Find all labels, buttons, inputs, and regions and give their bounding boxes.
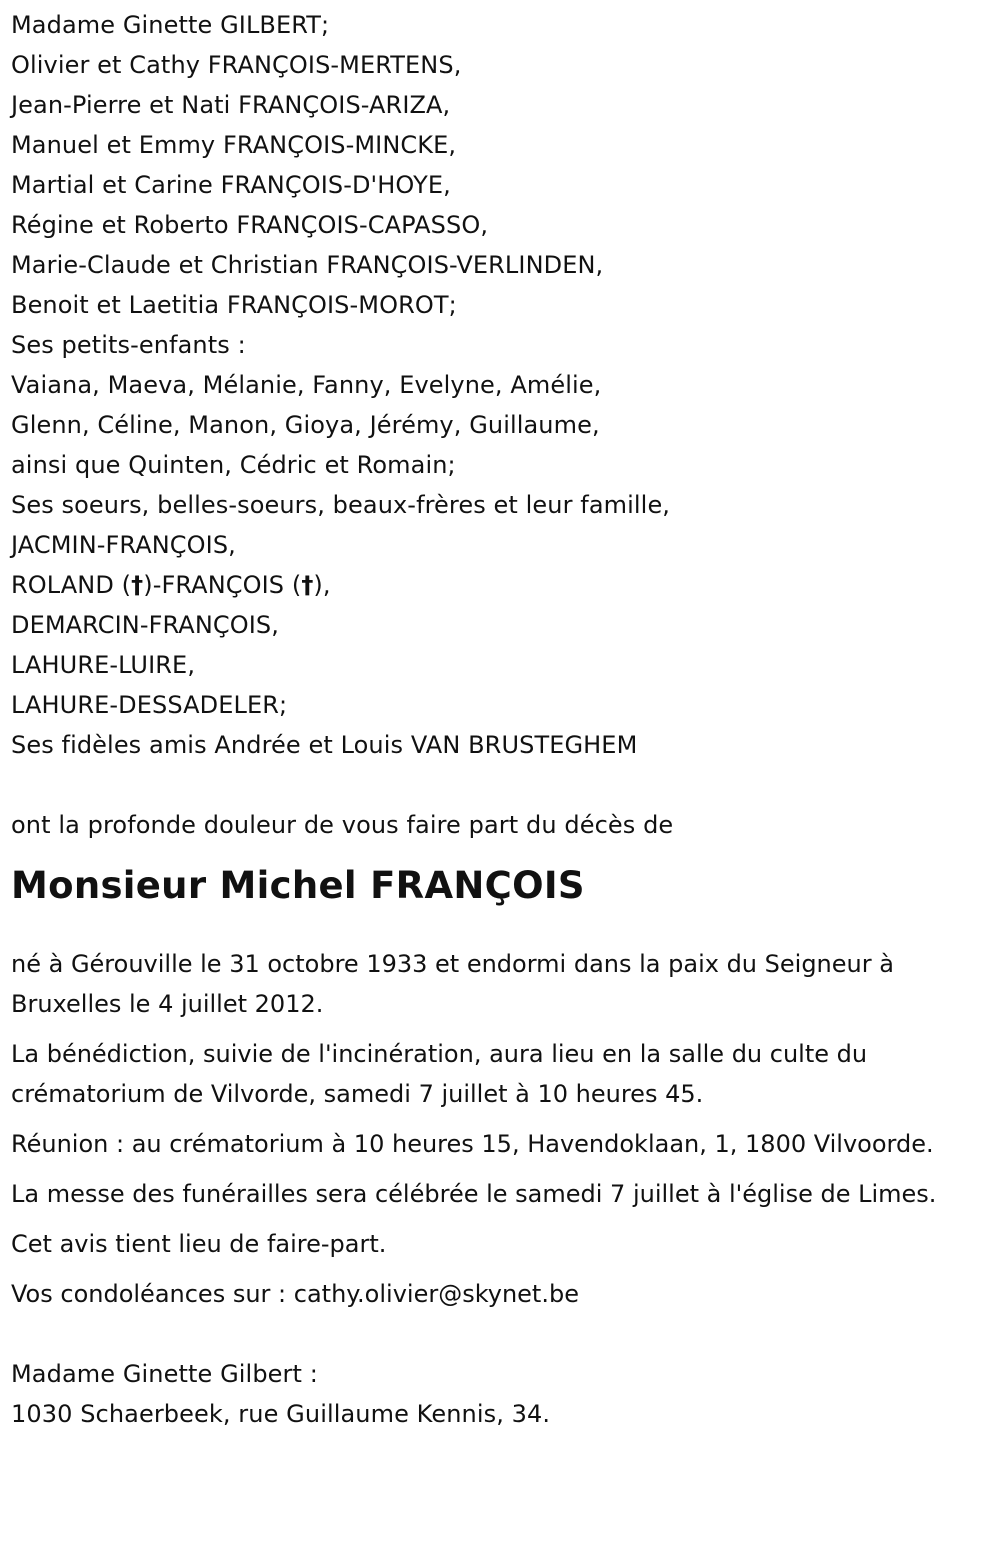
family-list [11, 5, 986, 765]
family-line: Martial et Carine FRANÇOIS-D'HOYE, [11, 171, 451, 199]
grandchildren-heading: Ses petits-enfants : [11, 331, 246, 359]
contact-name: Madame Ginette Gilbert : [11, 1360, 318, 1388]
roland-text: )-FRANÇOIS ( [143, 571, 302, 599]
cross-icon: † [131, 571, 144, 599]
announcement-text: ont la profonde douleur de vous faire part du décès de [11, 811, 674, 839]
grandchildren-line: Vaiana, Maeva, Mélanie, Fanny, Evelyne, Amélie, [11, 371, 602, 399]
family-line: Madame Ginette GILBERT; [11, 11, 330, 39]
siblings-heading: Ses soeurs, belles-soeurs, beaux-frères et leur famille, [11, 491, 671, 519]
meeting-paragraph: Réunion : au crématorium à 10 heures 15, Havendoklaan, 1, 1800 Vilvoorde. [11, 1130, 934, 1158]
family-line: Régine et Roberto FRANÇOIS-CAPASSO, [11, 211, 489, 239]
family-line: Manuel et Emmy FRANÇOIS-MINCKE, [11, 131, 457, 159]
family-line: Olivier et Cathy FRANÇOIS-MERTENS, [11, 51, 462, 79]
family-line: Marie-Claude et Christian FRANÇOIS-VERLINDEN, [11, 251, 604, 279]
ceremony-paragraph: La bénédiction, suivie de l'incinération, aura lieu en la salle du culte du crématorium de Vilvorde, samedi 7 juillet à 10 heures 45. [11, 1040, 868, 1108]
grandchildren-line: Glenn, Céline, Manon, Gioya, Jérémy, Guillaume, [11, 411, 600, 439]
friends-line: Ses fidèles amis Andrée et Louis VAN BRUSTEGHEM [11, 731, 638, 759]
roland-text: ), [313, 571, 331, 599]
spacer [11, 1324, 986, 1354]
contact-address: 1030 Schaerbeek, rue Guillaume Kennis, 34. [11, 1400, 551, 1428]
sibling-family-line: JACMIN-FRANÇOIS, [11, 531, 236, 559]
notice-paragraph: Cet avis tient lieu de faire-part. [11, 1230, 387, 1258]
contact-block [11, 1354, 986, 1434]
details [11, 944, 986, 1314]
sibling-family-line: LAHURE-DESSADELER; [11, 691, 288, 719]
birth-death-paragraph: né à Gérouville le 31 octobre 1933 et endormi dans la paix du Seigneur à Bruxelles le 4 juillet 2012. [11, 950, 894, 1018]
sibling-family-line-roland [11, 565, 986, 605]
family-line: Benoit et Laetitia FRANÇOIS-MOROT; [11, 291, 457, 319]
deceased-name: Monsieur Michel FRANÇOIS [11, 864, 585, 907]
sibling-family-line: DEMARCIN-FRANÇOIS, [11, 611, 279, 639]
mass-paragraph: La messe des funérailles sera célébrée le samedi 7 juillet à l'église de Limes. [11, 1180, 937, 1208]
condolences-paragraph: Vos condoléances sur : cathy.olivier@skynet.be [11, 1280, 579, 1308]
grandchildren-line: ainsi que Quinten, Cédric et Romain; [11, 451, 456, 479]
sibling-family-line: LAHURE-LUIRE, [11, 651, 196, 679]
roland-text: ROLAND ( [11, 571, 132, 599]
cross-icon: † [301, 571, 314, 599]
family-line: Jean-Pierre et Nati FRANÇOIS-ARIZA, [11, 91, 451, 119]
spacer [11, 765, 986, 805]
obituary-notice [11, 5, 986, 1434]
